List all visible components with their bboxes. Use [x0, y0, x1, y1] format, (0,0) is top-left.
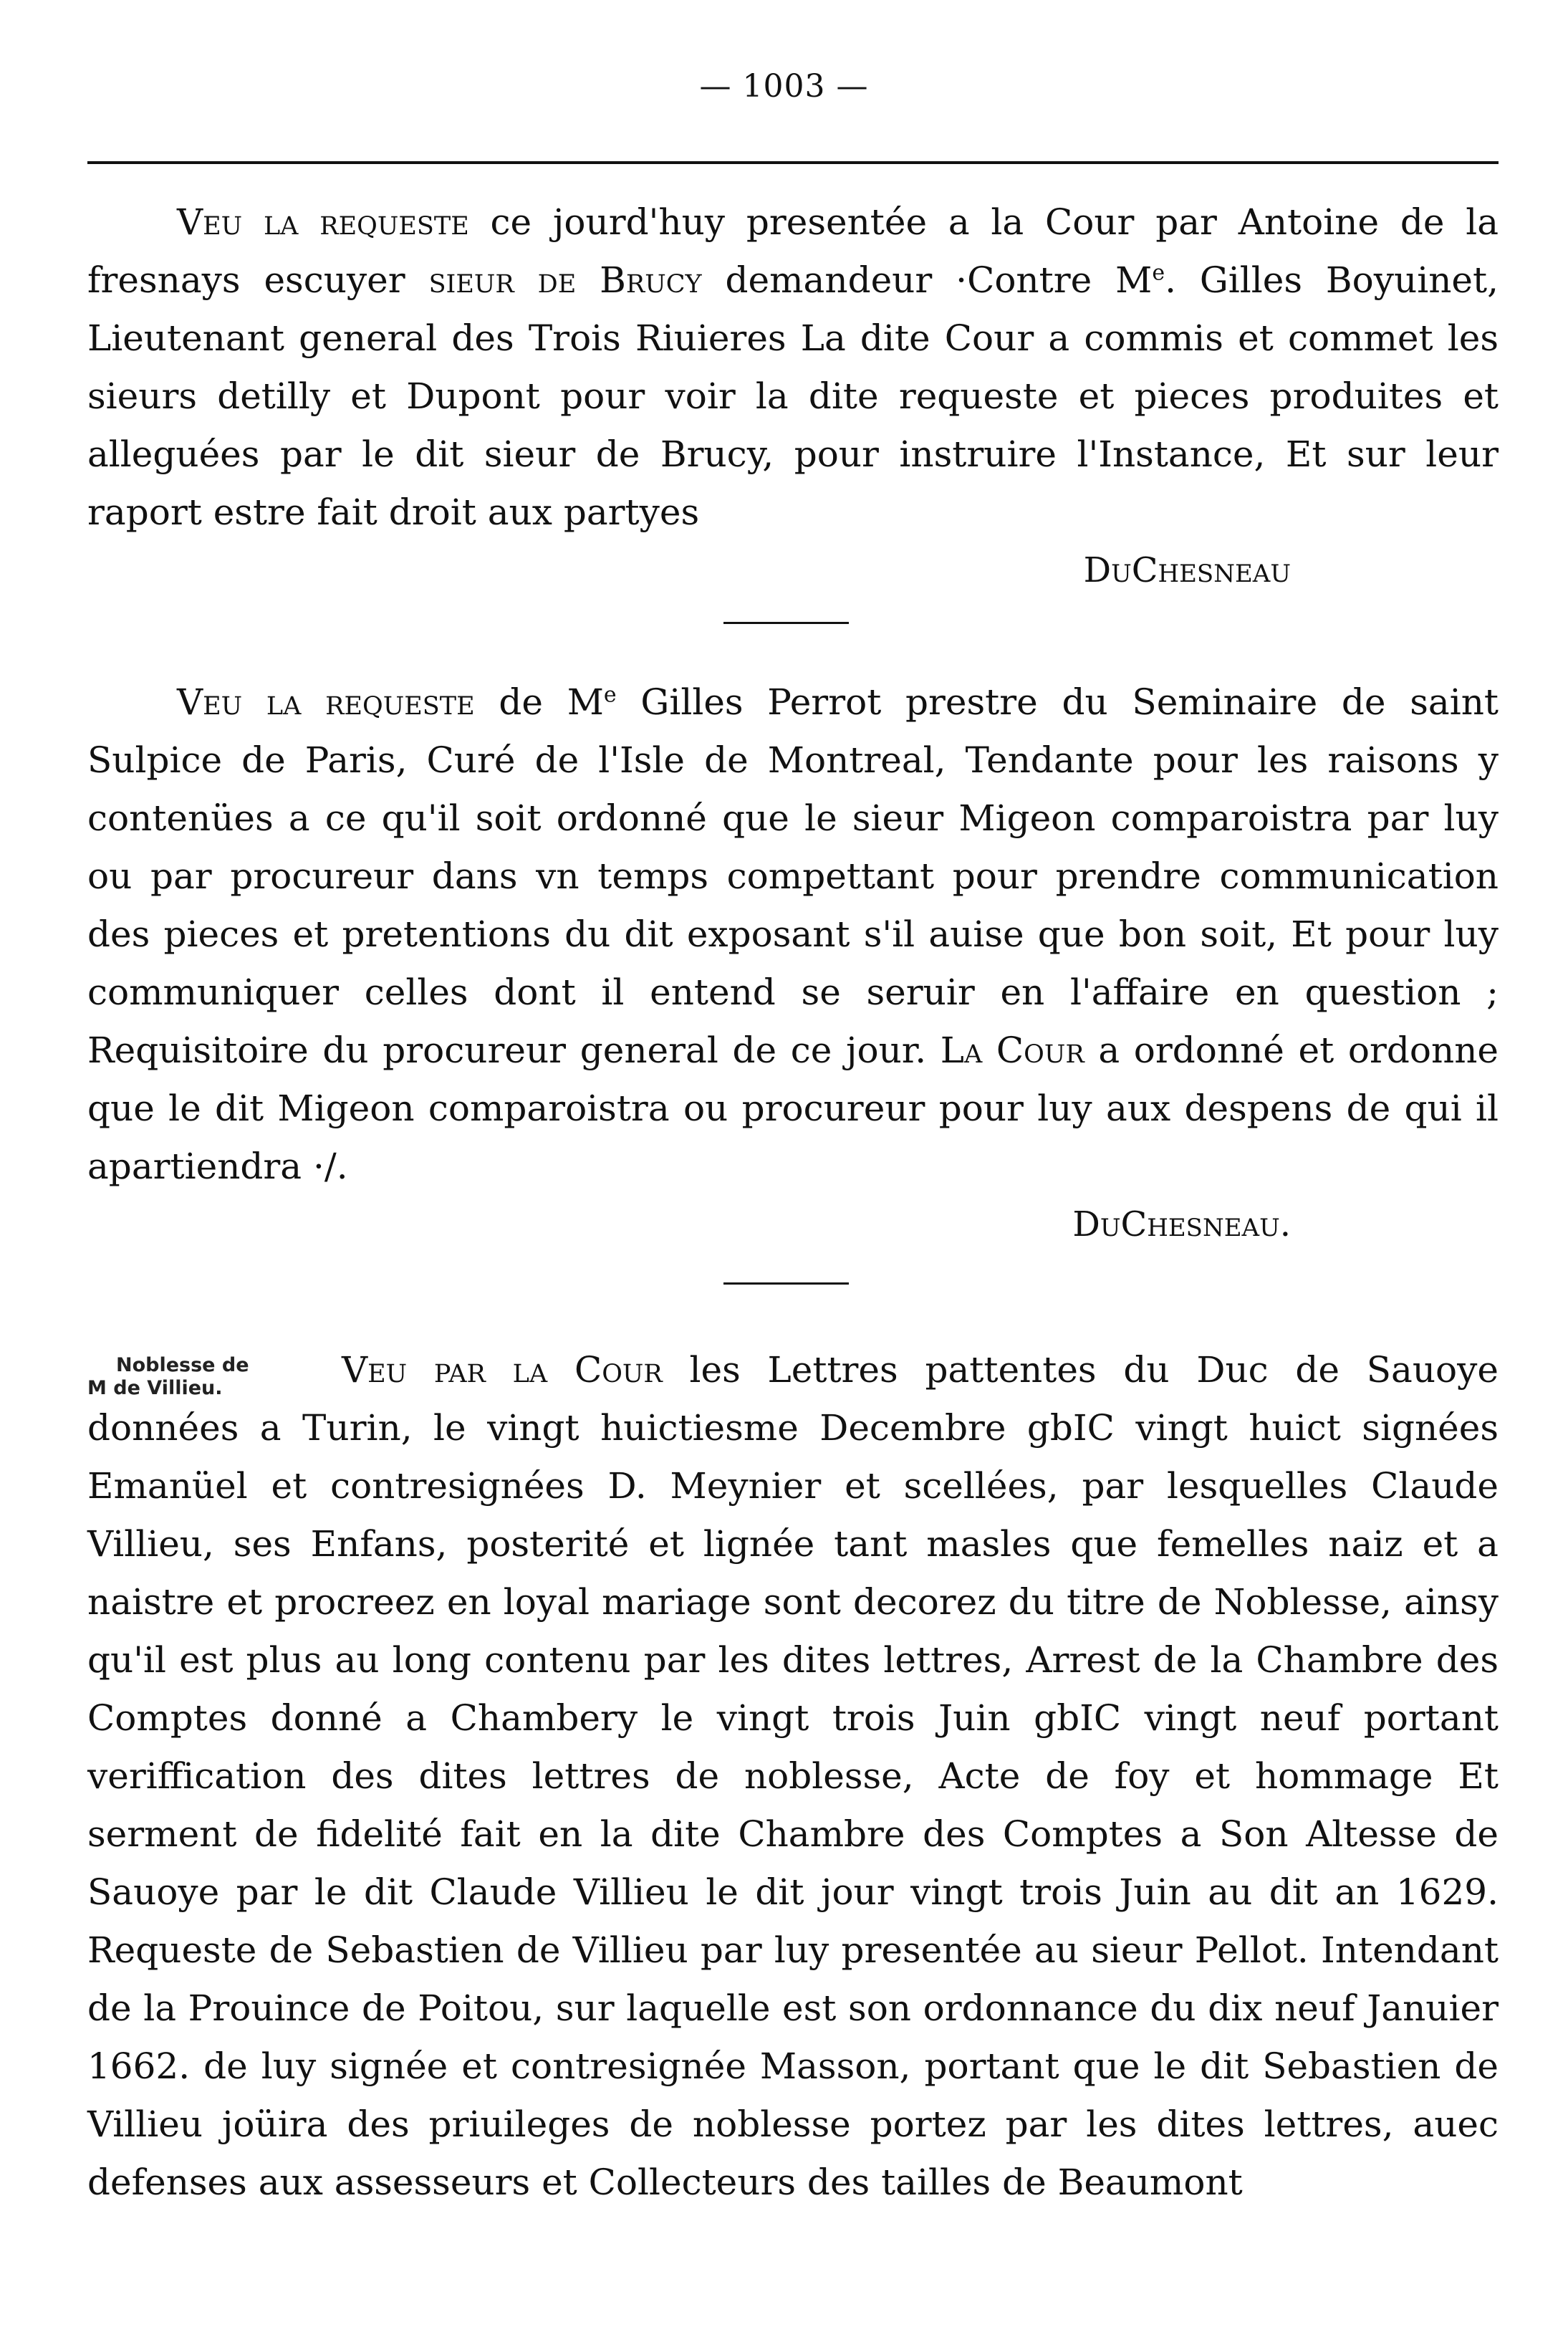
- opening-words: Veu la requeste: [177, 201, 469, 243]
- signature: DuChesneau: [1083, 550, 1291, 590]
- paragraph-text: de M: [474, 681, 604, 723]
- signature: DuChesneau.: [1072, 1204, 1291, 1244]
- opening-words: Veu par la Cour: [342, 1349, 663, 1391]
- superscript: e: [1152, 260, 1165, 286]
- margin-note-line: Noblesse de: [116, 1354, 249, 1376]
- paragraph-3: [87, 1341, 1499, 2212]
- section-separator: [723, 622, 849, 624]
- paragraph-2: [87, 673, 1499, 1196]
- name-small-caps: sieur de Brucy: [428, 259, 702, 301]
- section-separator: [723, 1282, 849, 1285]
- section-1: [87, 193, 1499, 599]
- margin-note-line: M de Villieu.: [87, 1377, 223, 1399]
- header-rule: [87, 161, 1499, 164]
- paragraph-text: ce jourd'huy presentée a la Cour par Antoine de la fresnays escuyer: [87, 201, 1499, 301]
- paragraph-text: demandeur ·Contre M: [701, 259, 1153, 301]
- paragraph-text: Gilles Perrot prestre du Seminaire de saint Sulpice de Paris, Curé de l'Isle de Montreal, Tendante pour les raisons y contenües a ce qu'il soit ordonné que le sieur Migeon comparoistra par luy ou par procureur dans vn temps compettant pour prendre communication des pieces et pretentions du dit exposant s'il auise que bon soit, Et pour luy communiquer celles dont il entend se seruir en l'affaire en question ; Requisitoire du procureur general de ce jour.: [87, 681, 1499, 1071]
- court-small-caps: La Cour: [940, 1030, 1084, 1071]
- paragraph-1: [87, 193, 1499, 542]
- section-3: [87, 1341, 1499, 2212]
- paragraph-text: a ordonné et ordonne que le dit Migeon comparoistra ou procureur pour luy aux despens de qui il apartiendra ·/.: [87, 1030, 1499, 1187]
- paragraph-text: les Lettres pattentes du Duc de Sauoye données a Turin, le vingt huictiesme Decembre gbIC vingt huict signées Emanüel et contresignées D. Meynier et scellées, par lesquelles Claude Villieu, ses Enfans, posterité et lignée tant masles que femelles naiz et a naistre et procreez en loyal mariage sont decorez du titre de Noblesse, ainsy qu'il est plus au long contenu par les dites lettres, Arrest de la Chambre des Comptes donné a Chambery le vingt trois Juin gbIC vingt neuf portant veriffication des dites lettres de noblesse, Acte de foy et hommage Et serment de fidelité fait en la dite Chambre des Comptes a Son Altesse de Sauoye par le dit Claude Villieu le dit jour vingt trois Juin au dit an 1629. Requeste de Sebastien de Villieu par luy presentée au sieur Pellot. Intendant de la Prouince de Poitou, sur laquelle est son ordonnance du dix neuf Januier 1662. de luy signée et contresignée Masson, portant que le dit Sebastien de Villieu joüira des priuileges de noblesse portez par les dites lettres, auec defenses aux assesseurs et Collecteurs des tailles de Beaumont: [87, 1349, 1499, 2203]
- page-number: — 1003 —: [699, 68, 869, 105]
- paragraph-text: . Gilles Boyuinet, Lieutenant general des Trois Riuieres La dite Cour a commis et commet les sieurs detilly et Dupont pour voir la dite requeste et pieces produites et alleguées par le dit sieur de Brucy, pour instruire l'Instance, Et sur leur raport estre fait droit aux partyes: [87, 259, 1499, 533]
- section-2: [87, 673, 1499, 1253]
- superscript: e: [603, 682, 617, 708]
- opening-words: Veu la requeste: [177, 681, 475, 723]
